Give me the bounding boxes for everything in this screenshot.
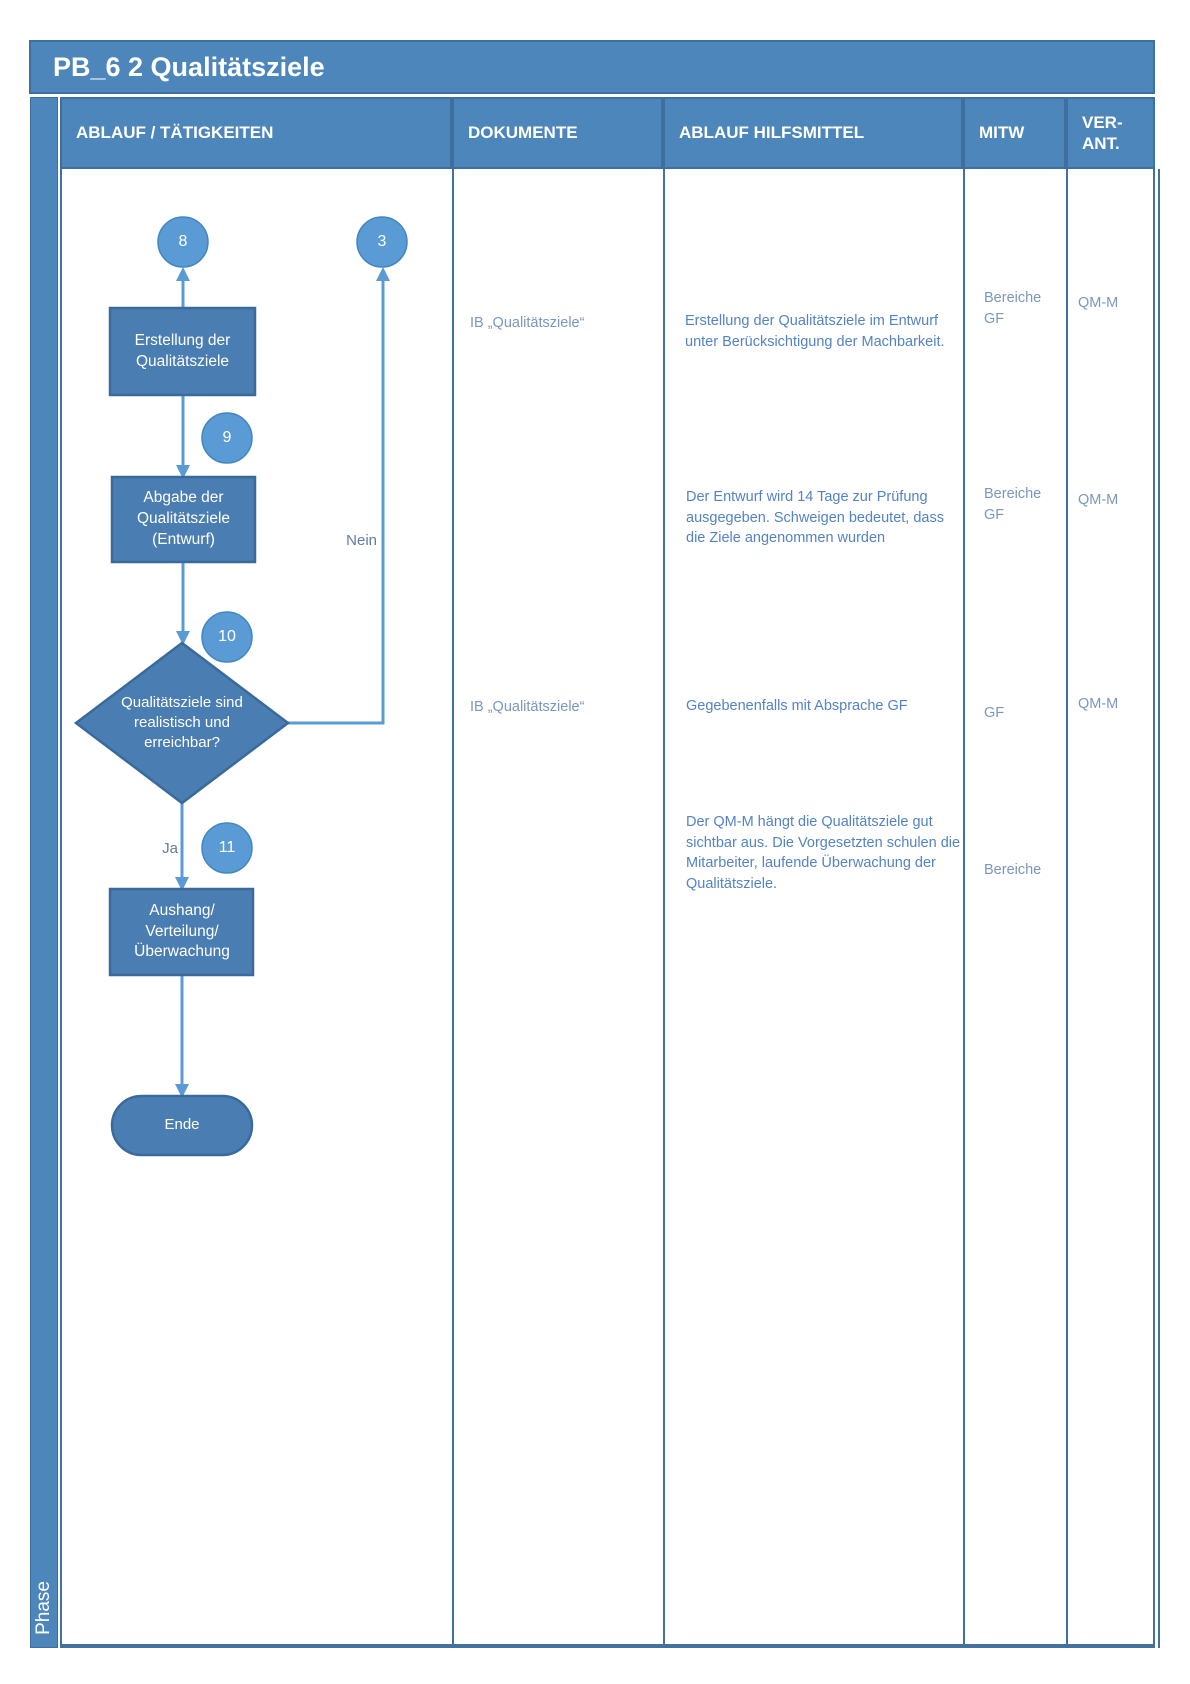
mitw-row2: Bereiche GF	[984, 486, 1042, 523]
verant-row2: QM-M	[1078, 492, 1119, 508]
circle-3-label: 3	[377, 233, 387, 250]
decision-diamond-label: Qualitätsziele sind realistisch und erreichbar?	[121, 693, 243, 752]
column-header-ablauf: ABLAUF / TÄTIGKEITEN	[60, 97, 452, 169]
hilfsmittel-row1: Erstellung der Qualitätsziele im Entwurf unter Berücksichtigung der Machbarkeit.	[685, 313, 945, 350]
dokumente-row1: IB „Qualitätsziele“	[470, 315, 585, 331]
connector-nein-loop	[287, 280, 383, 723]
page-title: PB_6 2 Qualitätsziele	[29, 40, 1155, 94]
mitw-row3: GF	[984, 705, 1005, 721]
hilfsmittel-row3: Gegebenenfalls mit Absprache GF	[686, 698, 908, 714]
process-box-erstellung-label: Erstellung der Qualitätsziele	[134, 331, 231, 370]
verant-row1: QM-M	[1078, 295, 1119, 311]
process-box-abgabe-label: Abgabe der Qualitätsziele (Entwurf)	[136, 489, 231, 548]
dokumente-row3: IB „Qualitätsziele“	[470, 699, 585, 715]
verant-row3: QM-M	[1078, 696, 1119, 712]
ja-edge-label: Ja	[162, 840, 178, 857]
nein-edge-label: Nein	[346, 532, 377, 549]
column-header-verant: VER-ANT.	[1066, 97, 1155, 169]
circle-11-label: 11	[218, 839, 236, 856]
mitw-row4: Bereiche	[984, 862, 1042, 878]
circle-10-label: 10	[218, 628, 236, 645]
column-header-hilfsmittel: ABLAUF HILFSMITTEL	[663, 97, 963, 169]
arrowhead-up-circle8	[176, 267, 190, 281]
end-terminator-label: Ende	[164, 1116, 200, 1134]
hilfsmittel-row2: Der Entwurf wird 14 Tage zur Prüfung ausgegeben. Schweigen bedeutet, dass die Ziele angenommen wurden	[686, 489, 944, 547]
arrowhead-up-circle3	[376, 267, 390, 281]
phase-label: Phase	[33, 1581, 54, 1635]
mitw-row1: Bereiche GF	[984, 290, 1042, 327]
process-box-aushang-label: Aushang/ Verteilung/ Überwachung	[134, 901, 230, 961]
circle-9-label: 9	[222, 429, 232, 446]
column-header-dokumente: DOKUMENTE	[452, 97, 663, 169]
hilfsmittel-row4: Der QM-M hängt die Qualitätsziele gut sichtbar aus. Die Vorgesetzten schulen die Mitarbeiter, laufende Überwachung der Qualitätsziele.	[686, 814, 961, 892]
column-header-mitw: MITW	[963, 97, 1066, 169]
circle-8-label: 8	[178, 233, 188, 250]
